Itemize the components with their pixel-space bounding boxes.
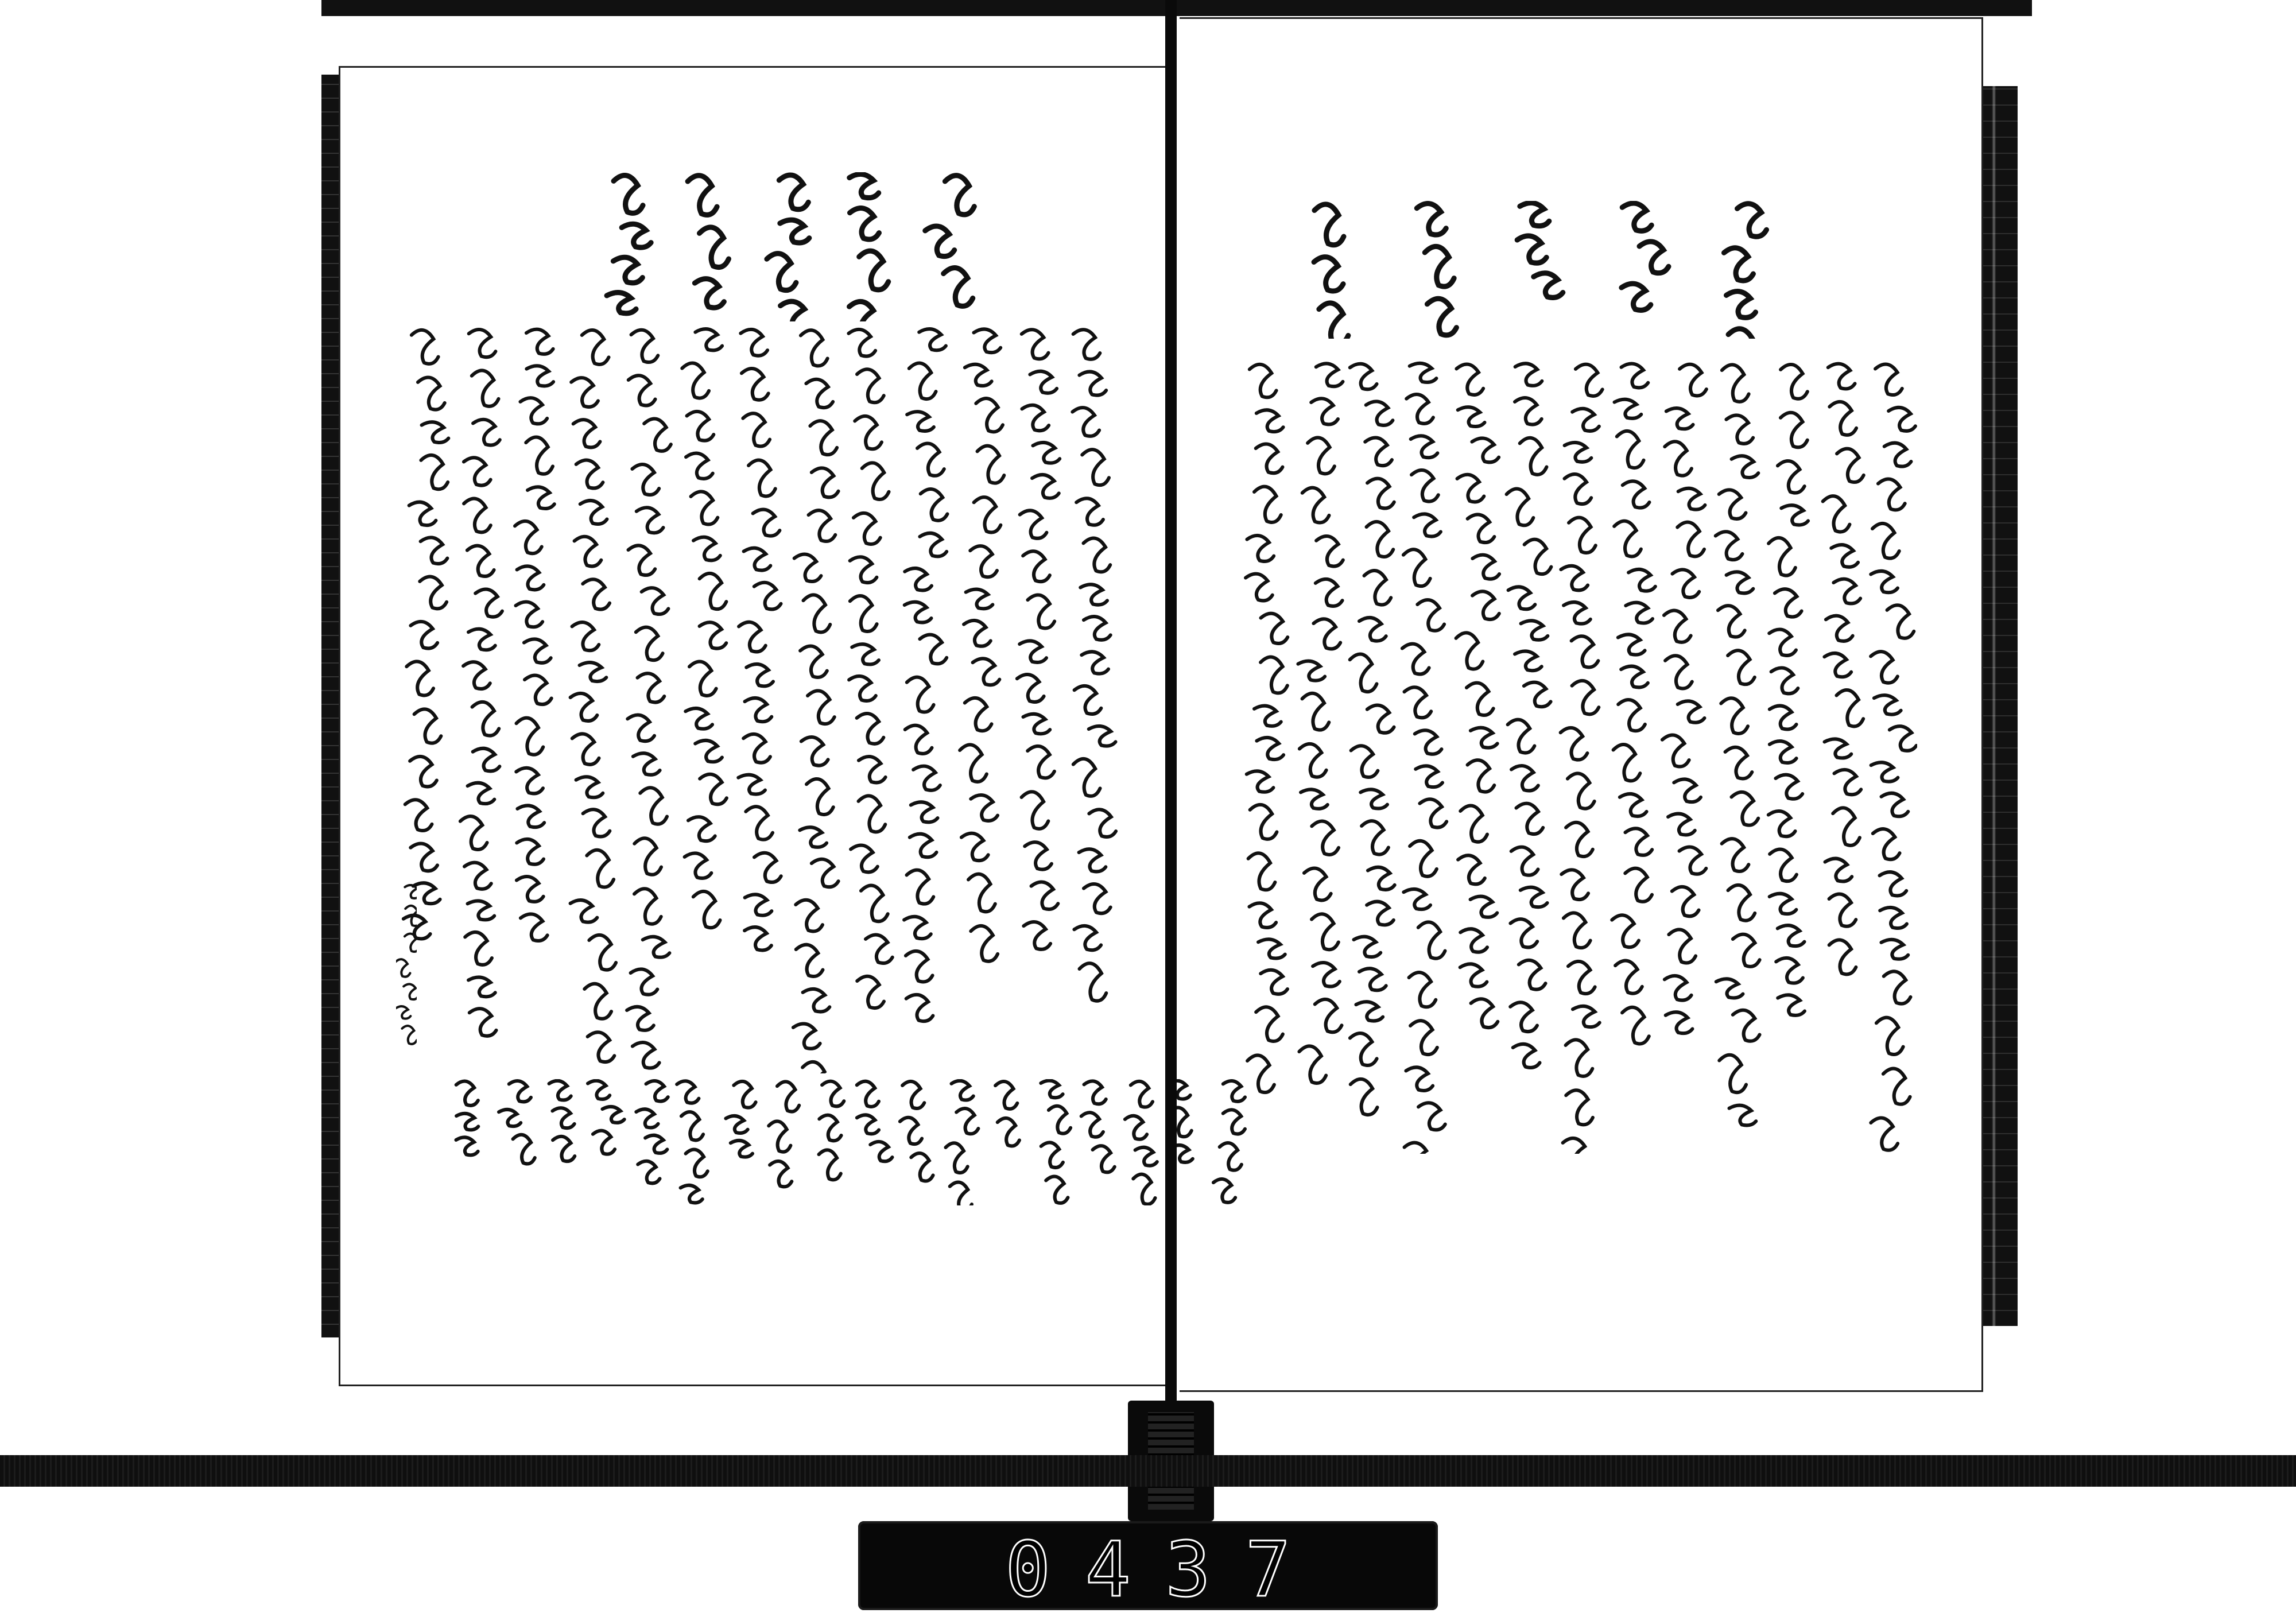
calligraphy-column (1561, 364, 1603, 1154)
calligraphy-column (404, 330, 449, 939)
calligraphy-column (1622, 203, 1669, 310)
calligraphy-column (793, 330, 839, 1073)
calligraphy-column (1298, 363, 1343, 1083)
calligraphy-column (857, 1081, 893, 1162)
calligraphy-column (850, 174, 889, 321)
calligraphy-column (848, 329, 892, 1008)
calligraphy-column (1350, 364, 1395, 1115)
left-page-calligraphy-columns (396, 321, 1119, 1073)
calligraphy-column (682, 329, 727, 928)
book-spine (1165, 0, 1177, 1435)
calligraphy-column (1125, 1081, 1157, 1204)
calligraphy-column (1517, 203, 1563, 297)
right-page-poem-titles (1280, 201, 1797, 339)
calligraphy-column (1246, 364, 1287, 1092)
calligraphy-column (1823, 364, 1864, 975)
calligraphy-column (636, 1081, 668, 1183)
calligraphy-column (995, 1081, 1019, 1146)
calligraphy-column (1072, 329, 1116, 1001)
frame-number: 0437 (1005, 1526, 1325, 1614)
calligraphy-column (1081, 1081, 1115, 1172)
calligraphy-column (900, 1081, 933, 1181)
left-page-poem-titles (585, 172, 987, 321)
calligraphy-column (588, 1081, 625, 1154)
calligraphy-column (1768, 364, 1808, 1015)
calligraphy-column (1456, 364, 1500, 1027)
calligraphy-column (1507, 363, 1552, 1068)
calligraphy-column (499, 1081, 535, 1164)
calligraphy-column (1612, 363, 1655, 1044)
calligraphy-column (925, 176, 975, 307)
calligraphy-column (1213, 1081, 1245, 1203)
calligraphy-column (1041, 1080, 1071, 1203)
calligraphy-column (1871, 364, 1916, 1150)
calligraphy-column (1662, 364, 1707, 1034)
calligraphy-column (945, 1081, 978, 1205)
calligraphy-column (1314, 204, 1348, 339)
calligraphy-column (767, 175, 810, 321)
calligraphy-column (515, 329, 554, 941)
archive-frame-label (858, 1521, 1438, 1614)
top-scan-edge (321, 0, 2032, 16)
calligraphy-column (456, 1081, 478, 1155)
bottom-scan-edge (0, 1455, 2296, 1487)
calligraphy-column (607, 175, 651, 313)
calligraphy-column (549, 1081, 575, 1161)
calligraphy-column (904, 329, 947, 1021)
calligraphy-column (1417, 204, 1456, 335)
right-page-calligraphy-columns (1240, 356, 1917, 1154)
calligraphy-column (677, 1081, 708, 1203)
calligraphy-column (571, 330, 616, 1062)
calligraphy-column (769, 1081, 799, 1186)
calligraphy-column (1716, 364, 1760, 1125)
calligraphy-column (960, 329, 1004, 961)
calligraphy-column (1724, 204, 1766, 339)
calligraphy-column (396, 885, 417, 1044)
calligraphy-column (1402, 363, 1446, 1154)
calligraphy-column (819, 1081, 844, 1180)
calligraphy-column (1017, 329, 1060, 949)
folio-number (396, 884, 417, 1068)
calligraphy-column (460, 329, 502, 1036)
calligraphy-column (627, 330, 671, 1068)
poet-name-annotations (448, 1079, 1251, 1205)
calligraphy-column (688, 176, 728, 308)
calligraphy-column (738, 329, 781, 951)
calligraphy-column (726, 1081, 755, 1157)
